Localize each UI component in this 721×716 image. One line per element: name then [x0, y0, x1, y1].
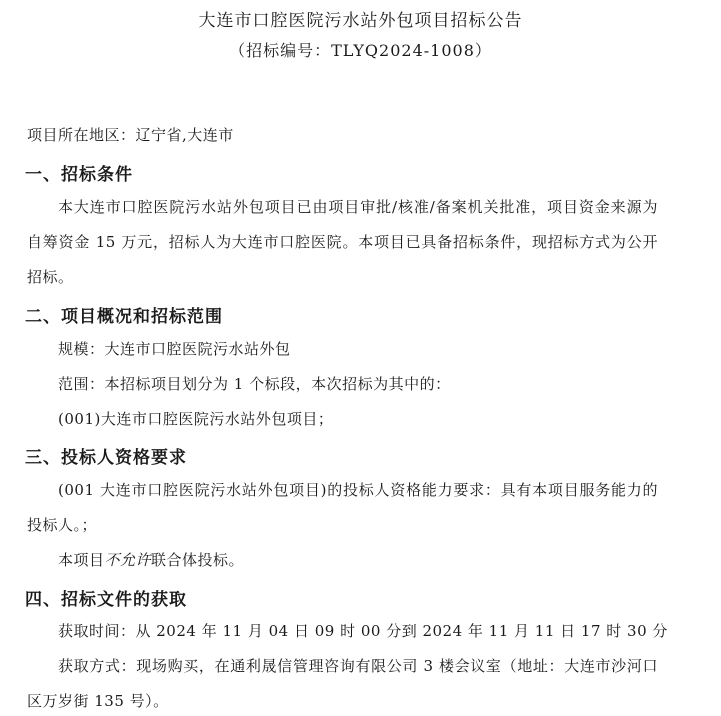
acquisition-time: 获取时间：从 2024 年 11 月 04 日 09 时 00 分到 2024 年 11 月 11 日 17 时 30 分	[58, 622, 668, 640]
section-1-paragraph-line-2: 自筹资金 15 万元，招标人为大连市口腔医院。本项目已具备招标条件，现招标方式为公开	[27, 233, 658, 251]
section-2-heading: 二、项目概况和招标范围	[25, 307, 223, 327]
document-title: 大连市口腔医院污水站外包项目招标公告	[198, 11, 523, 31]
bid-number: （招标编号：TLYQ2024-1008）	[229, 41, 492, 60]
qualification-line-2: 投标人。；	[27, 516, 98, 534]
section-3-heading: 三、投标人资格要求	[25, 448, 187, 468]
consortium-statement: 本项目不允许联合体投标。	[58, 551, 245, 569]
qualification-line-1: (001 大连市口腔医院污水站外包项目)的投标人资格能力要求：具有本项目服务能力的	[58, 481, 658, 499]
section-4-heading: 四、招标文件的获取	[25, 590, 187, 610]
project-scale: 规模：大连市口腔医院污水站外包	[58, 340, 291, 358]
section-1-paragraph-line-3: 招标。	[27, 268, 74, 286]
project-scope: 范围：本招标项目划分为 1 个标段，本次招标为其中的：	[58, 375, 451, 393]
project-lot: (001)大连市口腔医院污水站外包项目；	[58, 410, 334, 428]
section-1-paragraph-line-1: 本大连市口腔医院污水站外包项目已由项目审批/核准/备案机关批准，项目资金来源为	[58, 198, 658, 216]
consortium-not-allowed: 不允许	[104, 551, 152, 569]
section-1-heading: 一、招标条件	[25, 165, 133, 185]
project-location: 项目所在地区：辽宁省,大连市	[27, 126, 234, 144]
acquisition-method-line-2: 区万岁街 135 号）。	[27, 692, 169, 710]
acquisition-method-line-1: 获取方式：现场购买，在通利晟信管理咨询有限公司 3 楼会议室（地址：大连市沙河口	[58, 657, 658, 675]
